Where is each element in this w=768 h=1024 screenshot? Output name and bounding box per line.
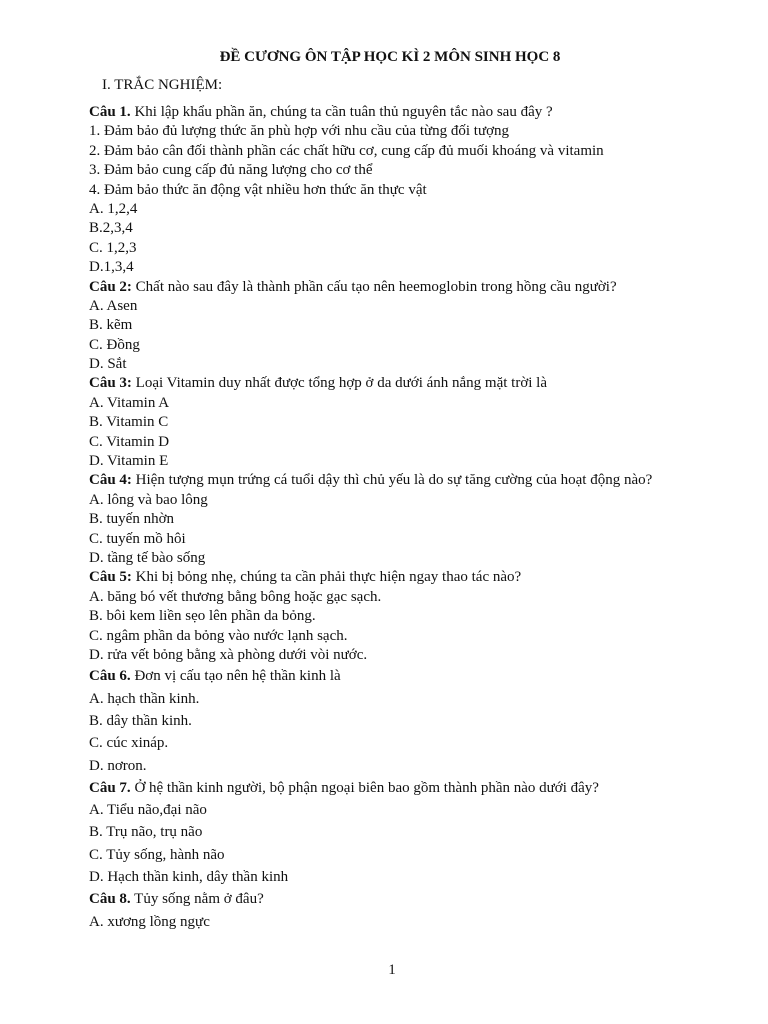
- answer-option: D. Sắt: [89, 356, 127, 373]
- answer-option: A. lông và bao lông: [89, 491, 208, 508]
- question-label: Câu 7.: [89, 779, 131, 796]
- question-1-line: 3. Đảm bảo cung cấp đủ năng lượng cho cơ thể: [89, 162, 373, 179]
- answer-option: B. Vitamin C: [89, 414, 169, 431]
- answer-option: A. hạch thần kinh.: [89, 690, 200, 707]
- answer-option: D. Hạch thần kinh, dây thần kinh: [89, 869, 289, 885]
- page-number: 1: [388, 962, 396, 978]
- question-text: Loại Vitamin duy nhất được tổng hợp ở da dưới ánh nắng mặt trời là: [131, 375, 548, 392]
- answer-option: D. tầng tế bào sống: [89, 549, 206, 566]
- answer-option: A. Tiểu não,đại não: [89, 802, 207, 819]
- question-label: Câu 8.: [89, 891, 131, 908]
- question-2-stem: [89, 278, 749, 297]
- answer-option: C. Vitamin D: [89, 433, 170, 450]
- answer-option: A. 1,2,4: [89, 200, 138, 217]
- question-text: Tủy sống nằm ở đâu?: [130, 891, 264, 908]
- answer-option: C. ngâm phần da bỏng vào nước lạnh sạch.: [89, 627, 348, 644]
- question-1-line: 2. Đảm bảo cân đối thành phần các chất hữu cơ, cung cấp đủ muối khoáng và vitamin: [89, 142, 604, 159]
- question-3-stem: [89, 374, 749, 393]
- question-1-line: 4. Đảm bảo thức ăn động vật nhiều hơn thức ăn thực vật: [89, 181, 427, 198]
- question-label: Câu 3:: [89, 375, 132, 392]
- question-text: Đơn vị cấu tạo nên hệ thần kinh là: [130, 668, 341, 685]
- answer-option: A. Asen: [89, 297, 138, 314]
- question-text: Ở hệ thần kinh người, bộ phận ngoại biên bao gồm thành phần nào dưới đây?: [130, 779, 599, 796]
- answer-option: D. nơron.: [89, 757, 147, 774]
- answer-option: B. dây thần kinh.: [89, 712, 192, 729]
- answer-option: B. kẽm: [89, 317, 133, 334]
- question-7-stem: [89, 777, 749, 799]
- answer-option: B. bôi kem liền sẹo lên phần da bỏng.: [89, 608, 316, 625]
- answer-option: B.2,3,4: [89, 220, 133, 237]
- answer-option: A. Vitamin A: [89, 394, 170, 411]
- answer-option: A. xương lồng ngực: [89, 913, 210, 930]
- answer-option: B. Trụ não, trụ não: [89, 824, 203, 841]
- question-5-stem: [89, 568, 749, 587]
- question-1-line: 1. Đảm bảo đủ lượng thức ăn phù hợp với nhu cầu của từng đối tượng: [89, 123, 510, 140]
- document-title: ĐỀ CƯƠNG ÔN TẬP HỌC KÌ 2 MÔN SINH HỌC 8: [219, 49, 561, 65]
- answer-option: C. cúc xináp.: [89, 735, 169, 752]
- question-label: Câu 4:: [89, 472, 132, 489]
- answer-option: C. Đồng: [89, 336, 140, 353]
- question-label: Câu 1.: [89, 104, 131, 120]
- question-label: Câu 5:: [89, 569, 132, 586]
- question-8-stem: [89, 888, 749, 910]
- question-label: Câu 6.: [89, 668, 131, 685]
- question-text: Khi bị bỏng nhẹ, chúng ta cần phải thực hiện ngay thao tác nào?: [131, 569, 522, 586]
- answer-option: C. tuyến mồ hôi: [89, 530, 186, 547]
- question-text: Khi lập khẩu phần ăn, chúng ta cần tuân thủ nguyên tắc nào sau đây ?: [130, 104, 553, 120]
- section-heading: I. TRẮC NGHIỆM:: [102, 77, 223, 93]
- question-label: Câu 2:: [89, 278, 132, 295]
- answer-option: D. Vitamin E: [89, 453, 169, 470]
- answer-option: B. tuyến nhờn: [89, 511, 175, 528]
- answer-option: C. Tủy sống, hành não: [89, 846, 225, 863]
- answer-option: D.1,3,4: [89, 259, 134, 276]
- question-text: Hiện tượng mụn trứng cá tuổi dậy thì chủ yếu là do sự tăng cường của hoạt động nào?: [131, 472, 653, 489]
- question-4-stem: [89, 471, 749, 490]
- question-text: Chất nào sau đây là thành phần cấu tạo nên heemoglobin trong hồng cầu người?: [131, 278, 617, 295]
- question-6-stem: [89, 665, 749, 687]
- answer-option: A. băng bó vết thương bằng bông hoặc gạc sạch.: [89, 588, 382, 605]
- question-list: [89, 103, 749, 933]
- question-1-stem: [89, 103, 749, 122]
- answer-option: D. rửa vết bỏng bằng xà phòng dưới vòi nước.: [89, 646, 368, 663]
- answer-option: C. 1,2,3: [89, 239, 137, 256]
